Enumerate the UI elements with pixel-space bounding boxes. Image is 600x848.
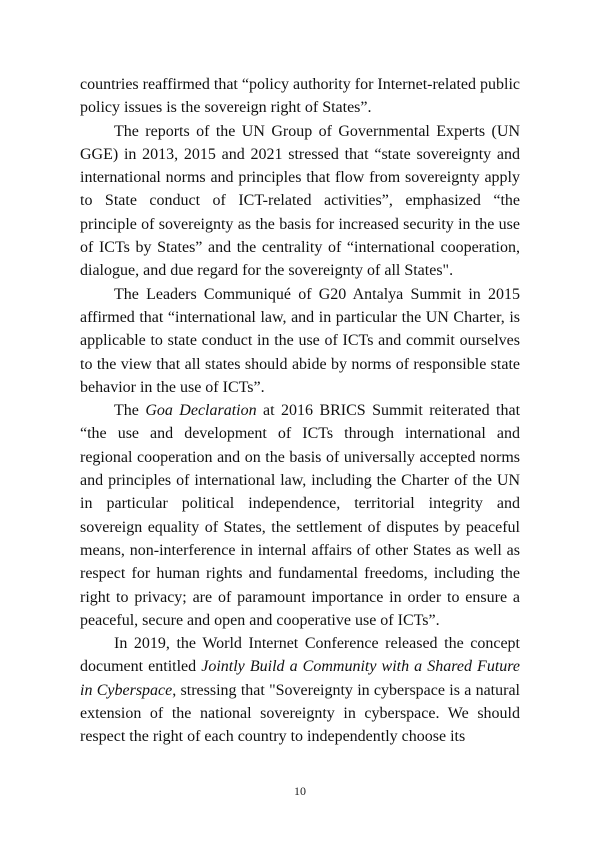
paragraph-5-text-start: In 2019, the World Internet Conference released the concept document entitled [80, 635, 520, 676]
paragraph-4-text-start: The [114, 402, 146, 420]
paragraph-5-text-rest: , stressing that "Sovereignty in cyberspace is a natural extension of the national sovereignty in cyberspace. We should respect the right of each country to independently choose its [80, 681, 521, 746]
page-number: 10 [294, 784, 306, 798]
paragraph-2-text: The reports of the UN Group of Governmental Experts (UN GGE) in 2013, 2015 and 2021 stressed that “state sovereignty and international norms and principles that flow from sovereignty apply to State conduct of ICT-related activities”, emphasized “the principle of sovereignty as the basis for increased security in the use of ICTs by States” and the centrality of “international cooperation, dialogue, and due regard for the sovereignty of all States". [80, 122, 520, 280]
paragraph-2 [80, 120, 520, 283]
paragraph-1-text: countries reaffirmed that “policy authority for Internet-related public policy issues is the sovereign right of States”. [80, 76, 520, 117]
paragraph-1 [80, 73, 520, 120]
paragraph-4-text-rest: at 2016 BRICS Summit reiterated that “the use and development of ICTs through international and regional cooperation and on the basis of universally accepted norms and principles of international law, including the Charter of the UN in particular political independence, territorial integrity and sovereign equality of States, the settlement of disputes by peaceful means, non-interference in internal affairs of other States as well as respect for human rights and fundamental freedoms, including the right to privacy; are of paramount importance in order to ensure a peaceful, secure and open and cooperative use of ICTs”. [80, 402, 521, 629]
paragraph-5 [80, 632, 520, 748]
paragraph-3-text: The Leaders Communiqué of G20 Antalya Summit in 2015 affirmed that “international law, and in particular the UN Charter, is applicable to state conduct in the use of ICTs and commit ourselves to the view that all states should abide by norms of responsible state behavior in the use of ICTs”. [80, 285, 520, 396]
concept-document-title: Jointly Build a Community with a Shared Future in Cyberspace [80, 658, 520, 699]
goa-declaration-title: Goa Declaration [145, 402, 257, 420]
body-text [80, 73, 520, 749]
paragraph-3 [80, 283, 520, 399]
paragraph-4 [80, 399, 520, 632]
